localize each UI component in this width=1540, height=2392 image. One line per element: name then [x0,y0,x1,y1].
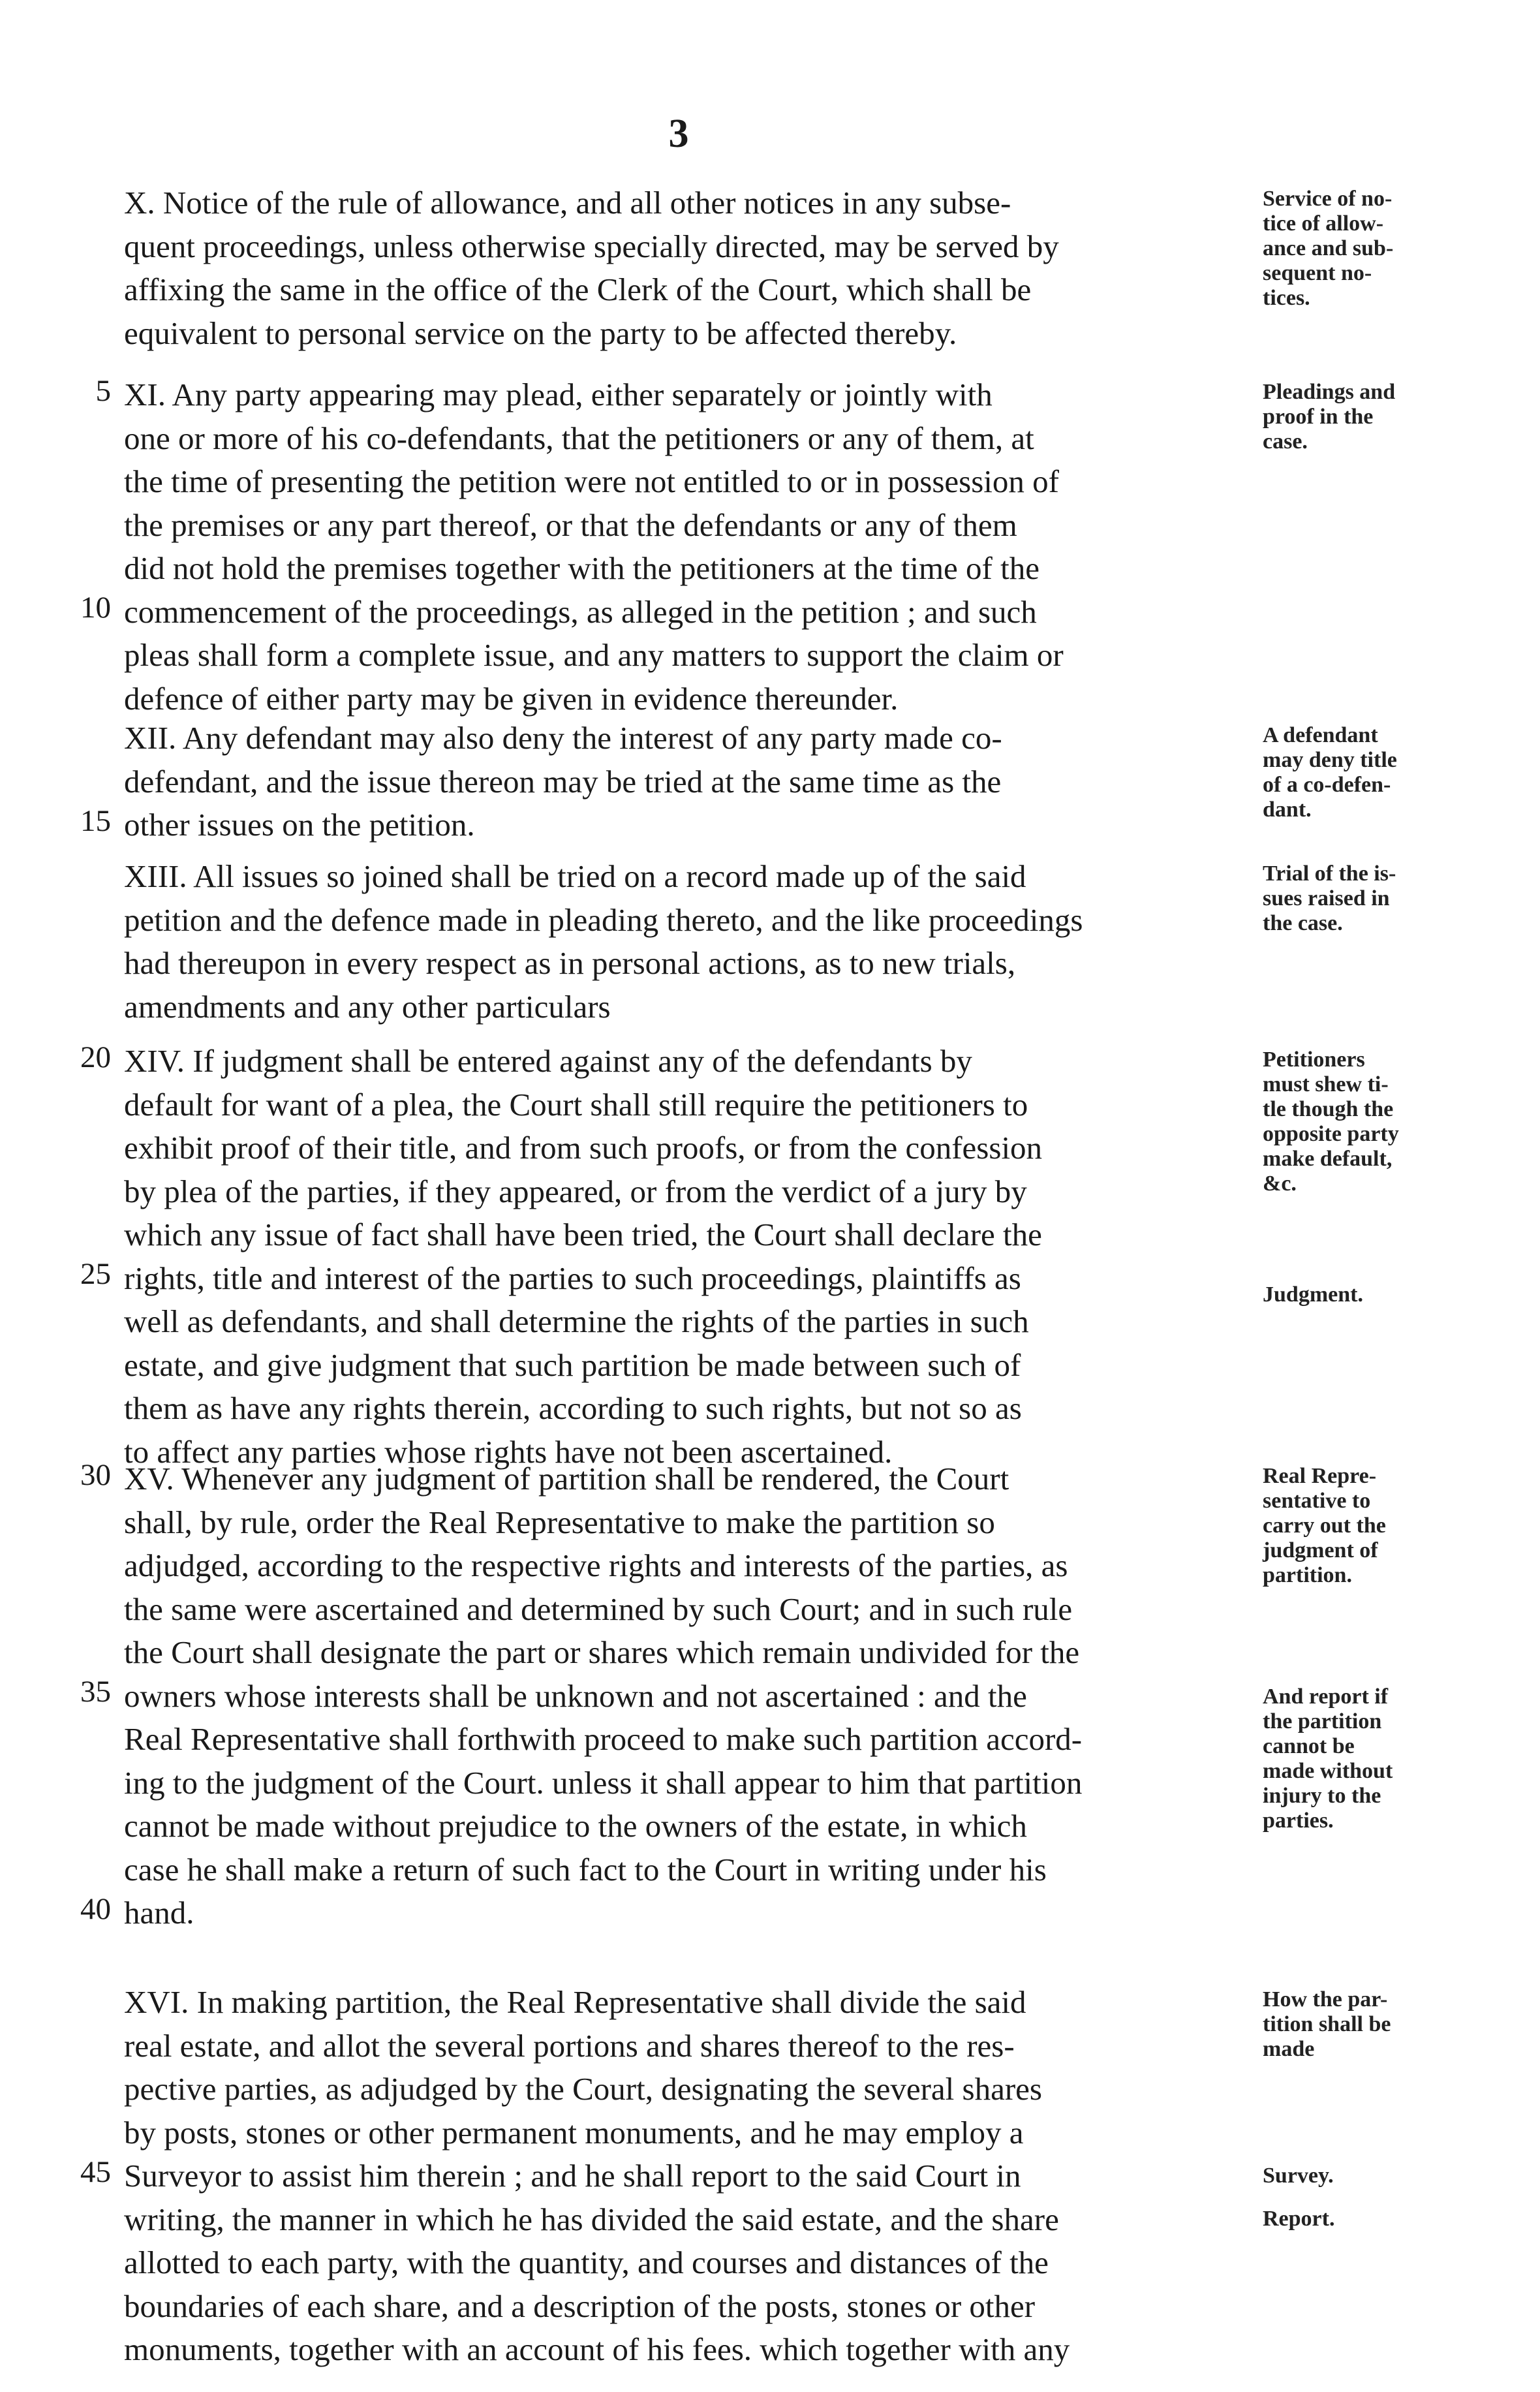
text-line: case he shall make a return of such fact to the Court in writing under his [124,1851,1047,1887]
margin-line: injury to the [1263,1784,1381,1808]
paragraph-body [124,717,1246,847]
text-line: writing, the manner in which he has divided the said estate, and the share [124,2201,1059,2237]
line-number: 5 [95,374,111,408]
text-line: hand. [124,1895,194,1931]
margin-line: partition. [1263,1563,1352,1587]
margin-note [1263,380,1540,454]
text-line: cannot be made without prejudice to the owners of the estate, in which [124,1808,1027,1844]
margin-line: How the par- [1263,1987,1388,2011]
text-line: equivalent to personal service on the party to be affected thereby. [124,315,957,351]
text-line: rights, title and interest of the parties to such proceedings, plaintiffs as [124,1260,1021,1296]
text-line: which any issue of fact shall have been tried, the Court shall declare the [124,1217,1042,1252]
margin-line: Trial of the is- [1263,862,1396,886]
paragraph-body [124,1040,1246,1474]
margin-line: must shew ti- [1263,1072,1389,1096]
text-line: defendant, and the issue thereon may be tried at the same time as the [124,763,1002,800]
margin-line: case. [1263,429,1308,454]
margin-line: carry out the [1263,1514,1386,1538]
paragraph-body [124,181,1246,355]
margin-line: may deny title [1263,748,1397,772]
margin-line: Judgment. [1263,1282,1363,1307]
line-number: 30 [80,1458,111,1492]
margin-line: opposite party [1263,1122,1399,1146]
margin-line: cannot be [1263,1734,1355,1758]
margin-line: Real Repre- [1263,1464,1377,1488]
text-line: commencement of the proceedings, as alleged in the petition ; and such [124,593,1037,630]
page-number: 3 [668,112,689,156]
text-line: estate, and give judgment that such partition be made between such of [124,1346,1021,1383]
margin-line: dant. [1263,798,1312,822]
margin-note [1263,723,1540,822]
margin-line: of a co-defen- [1263,773,1391,797]
margin-line: proof in the [1263,405,1374,429]
text-line: real estate, and allot the several portions and shares thereof to the res- [124,2027,1015,2064]
margin-note-survey [1263,2164,1540,2188]
text-line: XVI. In making partition, the Real Representative shall divide the said [124,1984,1026,2020]
text-line: the same were ascertained and determined by such Court; and in such rule [124,1591,1073,1627]
paragraph-body [124,1457,1246,1935]
text-line: monuments, together with an account of his fees. which together with any [124,2331,1070,2367]
margin-line: make default, [1263,1147,1393,1171]
text-line: allotted to each party, with the quantity, and courses and distances of the [124,2244,1049,2280]
text-line: pective parties, as adjudged by the Court, designating the several shares [124,2071,1042,2107]
margin-line: parties. [1263,1809,1334,1833]
text-line: the Court shall designate the part or shares which remain undivided for the [124,1634,1080,1670]
margin-line: tle though the [1263,1097,1394,1121]
margin-note [1263,1048,1540,1196]
text-line: Real Representative shall forthwith proceed to make such partition accord- [124,1721,1083,1757]
text-line: XIV. If judgment shall be entered against any of the defendants by [124,1043,972,1079]
text-line: them as have any rights therein, according to such rights, but not so as [124,1390,1022,1426]
margin-line: And report if [1263,1685,1389,1709]
margin-line: Petitioners [1263,1048,1365,1072]
paragraph-body [124,1981,1246,2372]
text-line: pleas shall form a complete issue, and any matters to support the claim or [124,637,1064,673]
text-line: ing to the judgment of the Court. unless it shall appear to him that partition [124,1764,1083,1801]
text-line: the premises or any part thereof, or that the defendants or any of them [124,506,1017,543]
margin-note [1263,862,1540,936]
text-line: the time of presenting the petition were not entitled to or in possession of [124,463,1059,499]
margin-line: tice of allow- [1263,211,1384,236]
text-line: XV. Whenever any judgment of partition shall be rendered, the Court [124,1461,1009,1497]
line-number: 10 [80,591,111,625]
margin-line: ance and sub- [1263,236,1394,260]
line-number: 20 [80,1040,111,1074]
margin-line: Pleadings and [1263,380,1396,404]
text-line: by plea of the parties, if they appeared, or from the verdict of a jury by [124,1173,1027,1209]
text-line: to affect any parties whose rights have not been ascertained. [124,1433,893,1470]
margin-line: sentative to [1263,1489,1371,1513]
line-number: 25 [80,1257,111,1291]
line-number: 35 [80,1675,111,1709]
margin-note [1263,1464,1540,1588]
text-line: exhibit proof of their title, and from such proofs, or from the confession [124,1130,1043,1166]
text-line: Surveyor to assist him therein ; and he shall report to the said Court in [124,2158,1021,2194]
margin-note [1263,1987,1540,2062]
text-line: one or more of his co-defendants, that the petitioners or any of them, at [124,420,1034,456]
text-line: adjudged, according to the respective rights and interests of the parties, as [124,1547,1068,1583]
margin-line: Service of no- [1263,187,1393,211]
text-line: well as defendants, and shall determine the rights of the parties in such [124,1303,1029,1339]
margin-line: A defendant [1263,723,1378,747]
margin-line: &c. [1263,1172,1297,1196]
text-line: amendments and any other particulars [124,988,611,1025]
text-line: XIII. All issues so joined shall be tried on a record made up of the said [124,858,1026,894]
text-line: XII. Any defendant may also deny the interest of any party made co- [124,720,1002,756]
margin-note-judgment [1263,1282,1540,1307]
text-line: boundaries of each share, and a description of the posts, stones or other [124,2288,1036,2324]
paragraph-body [124,855,1246,1029]
margin-line: judgment of [1263,1538,1378,1562]
text-line: shall, by rule, order the Real Representative to make the partition so [124,1504,995,1540]
margin-line: made without [1263,1759,1393,1783]
margin-line: sues raised in [1263,886,1390,910]
margin-line: tices. [1263,286,1310,310]
text-line: X. Notice of the rule of allowance, and all other notices in any subse- [124,185,1011,221]
text-line: default for want of a plea, the Court shall still require the petitioners to [124,1086,1028,1123]
text-line: other issues on the petition. [124,807,475,843]
margin-note-report [1263,1685,1540,1833]
margin-note [1263,187,1540,311]
margin-line: the partition [1263,1709,1382,1733]
text-line: petition and the defence made in pleading thereto, and the like proceedings [124,901,1083,938]
text-line: quent proceedings, unless otherwise specially directed, may be served by [124,228,1059,264]
line-number: 15 [80,804,111,838]
margin-line: made [1263,2037,1315,2061]
margin-line: the case. [1263,911,1343,935]
margin-line: sequent no- [1263,261,1372,285]
text-line: did not hold the premises together with the petitioners at the time of the [124,550,1040,586]
text-line: owners whose interests shall be unknown and not ascertained : and the [124,1677,1027,1714]
text-line: XI. Any party appearing may plead, either separately or jointly with [124,377,993,412]
text-line: by posts, stones or other permanent monuments, and he may employ a [124,2114,1024,2151]
paragraph-body [124,373,1246,721]
text-line: defence of either party may be given in evidence thereunder. [124,680,899,717]
line-number: 40 [80,1892,111,1926]
margin-line: Survey. [1263,2164,1334,2188]
margin-line: tition shall be [1263,2012,1391,2036]
line-number: 45 [80,2155,111,2189]
margin-note-report [1263,2207,1540,2231]
text-line: affixing the same in the office of the Clerk of the Court, which shall be [124,272,1032,307]
margin-line: Report. [1263,2207,1335,2231]
text-line: had thereupon in every respect as in personal actions, as to new trials, [124,945,1016,981]
